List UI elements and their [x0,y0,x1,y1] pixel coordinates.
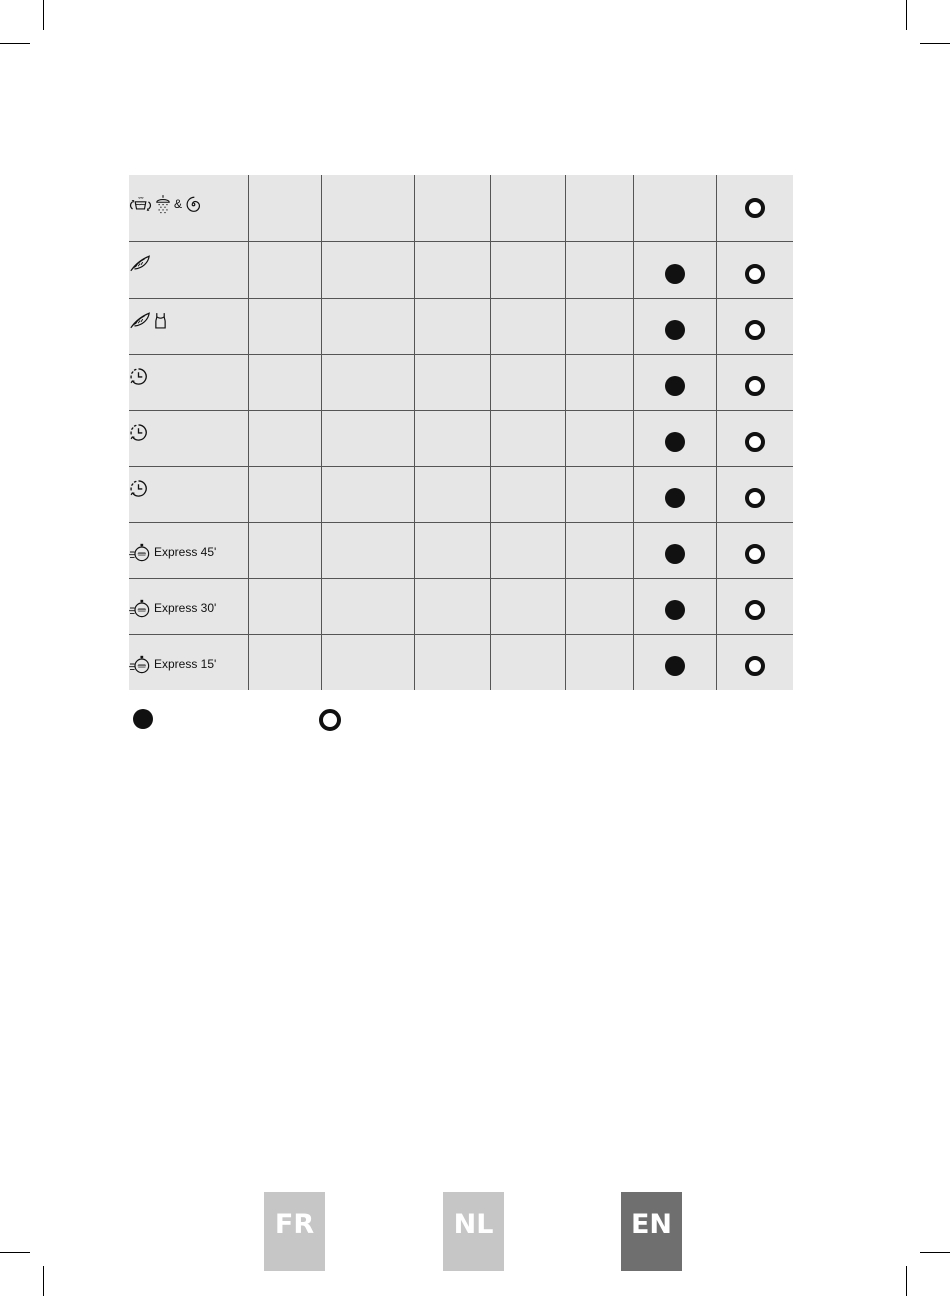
filled-circle-marker [665,656,685,676]
table-cell [633,298,716,354]
table-cell [248,634,321,690]
table-cell [633,241,716,298]
table-cell [633,522,716,578]
program-label: Express 15' [154,656,217,671]
language-tab-nl[interactable]: NL [443,1192,504,1271]
table-row [129,410,793,466]
timer-icon [129,423,148,442]
timer-icon [129,479,148,498]
hollow-circle-marker [745,320,765,340]
hollow-circle-marker [745,544,765,564]
table-cell [248,522,321,578]
table-cell [633,634,716,690]
table-cell [716,634,793,690]
table-cell [321,466,414,522]
table-cell [716,466,793,522]
table-cell [565,522,633,578]
program-table [129,175,793,690]
rinse-icon [155,194,171,214]
table-cell [414,522,490,578]
legend-hollow-circle [319,709,341,731]
table-row [129,522,793,578]
program-name-cell [129,578,248,634]
feather-icon [129,311,151,330]
table-cell [633,175,716,241]
table-cell [248,466,321,522]
table-cell [716,241,793,298]
table-cell [321,522,414,578]
table-cell [716,298,793,354]
filled-circle-marker [665,488,685,508]
legend-filled-circle [133,709,153,729]
table-cell [414,410,490,466]
language-tab-en[interactable]: EN [621,1192,682,1271]
table-cell [414,634,490,690]
table-cell [248,578,321,634]
table-cell [321,354,414,410]
table-cell [321,410,414,466]
table-cell [633,578,716,634]
table-cell [414,466,490,522]
crop-mark [906,0,907,30]
table-cell [248,354,321,410]
hollow-circle-marker [745,376,765,396]
table-cell [716,175,793,241]
timer-icon [129,367,148,386]
table-cell [490,522,565,578]
program-name-cell [129,410,248,466]
filled-circle-marker [665,376,685,396]
table-cell [716,354,793,410]
table-cell [248,410,321,466]
table-cell [321,298,414,354]
filled-circle-marker [665,544,685,564]
table-cell [633,354,716,410]
table-cell [565,298,633,354]
program-name-cell [129,241,248,298]
table-cell [414,298,490,354]
filled-circle-marker [665,264,685,284]
table-cell [414,241,490,298]
express-stopwatch-icon [129,654,151,674]
table-cell [565,578,633,634]
table-cell [716,522,793,578]
table-cell [321,175,414,241]
table-cell [490,634,565,690]
program-name-cell [129,466,248,522]
feather-icon [129,254,151,273]
table-cell [490,175,565,241]
table-cell [565,241,633,298]
table-cell [490,241,565,298]
table-cell [414,175,490,241]
table-cell [321,634,414,690]
hollow-circle-marker [745,432,765,452]
delicate-garment-icon [154,311,167,330]
crop-mark [0,43,30,44]
filled-circle-marker [665,320,685,340]
table-cell [490,466,565,522]
table-cell [565,175,633,241]
program-name-cell [129,634,248,690]
crop-mark [43,1266,44,1296]
program-name-cell [129,298,248,354]
program-name-cell [129,522,248,578]
crop-mark [43,0,44,30]
language-tab-fr[interactable]: FR [264,1192,325,1271]
filled-circle-marker [665,600,685,620]
table-cell [490,410,565,466]
table-cell [490,354,565,410]
hollow-circle-marker [745,264,765,284]
hollow-circle-marker [745,656,765,676]
table-cell [565,354,633,410]
table-cell [633,466,716,522]
table-row [129,175,793,241]
crop-mark [0,1252,30,1253]
table-row [129,241,793,298]
table-cell [565,466,633,522]
table-row [129,578,793,634]
hollow-circle-marker [745,600,765,620]
table-cell [248,298,321,354]
program-name-cell [129,354,248,410]
spin-icon [185,196,202,213]
hollow-circle-marker [745,198,765,218]
program-label: Express 45' [154,544,217,559]
table-cell [565,634,633,690]
filled-circle-marker [665,432,685,452]
crop-mark [906,1266,907,1296]
express-stopwatch-icon [129,542,151,562]
table-cell [414,354,490,410]
crop-mark [920,43,950,44]
table-cell [716,410,793,466]
crop-mark [920,1252,950,1253]
program-label: Express 30' [154,600,217,615]
table-row [129,634,793,690]
table-cell [321,241,414,298]
table-cell [490,578,565,634]
cotton-wash-icon [129,195,152,214]
table-cell [565,410,633,466]
table-row [129,354,793,410]
table-cell [490,298,565,354]
express-stopwatch-icon [129,598,151,618]
table-cell [716,578,793,634]
table-cell [321,578,414,634]
hollow-circle-marker [745,488,765,508]
table-cell [414,578,490,634]
table-cell [248,241,321,298]
program-name-cell [129,175,248,241]
ampersand-separator: & [174,197,183,211]
table-row [129,298,793,354]
table-cell [633,410,716,466]
table-row [129,466,793,522]
table-cell [248,175,321,241]
